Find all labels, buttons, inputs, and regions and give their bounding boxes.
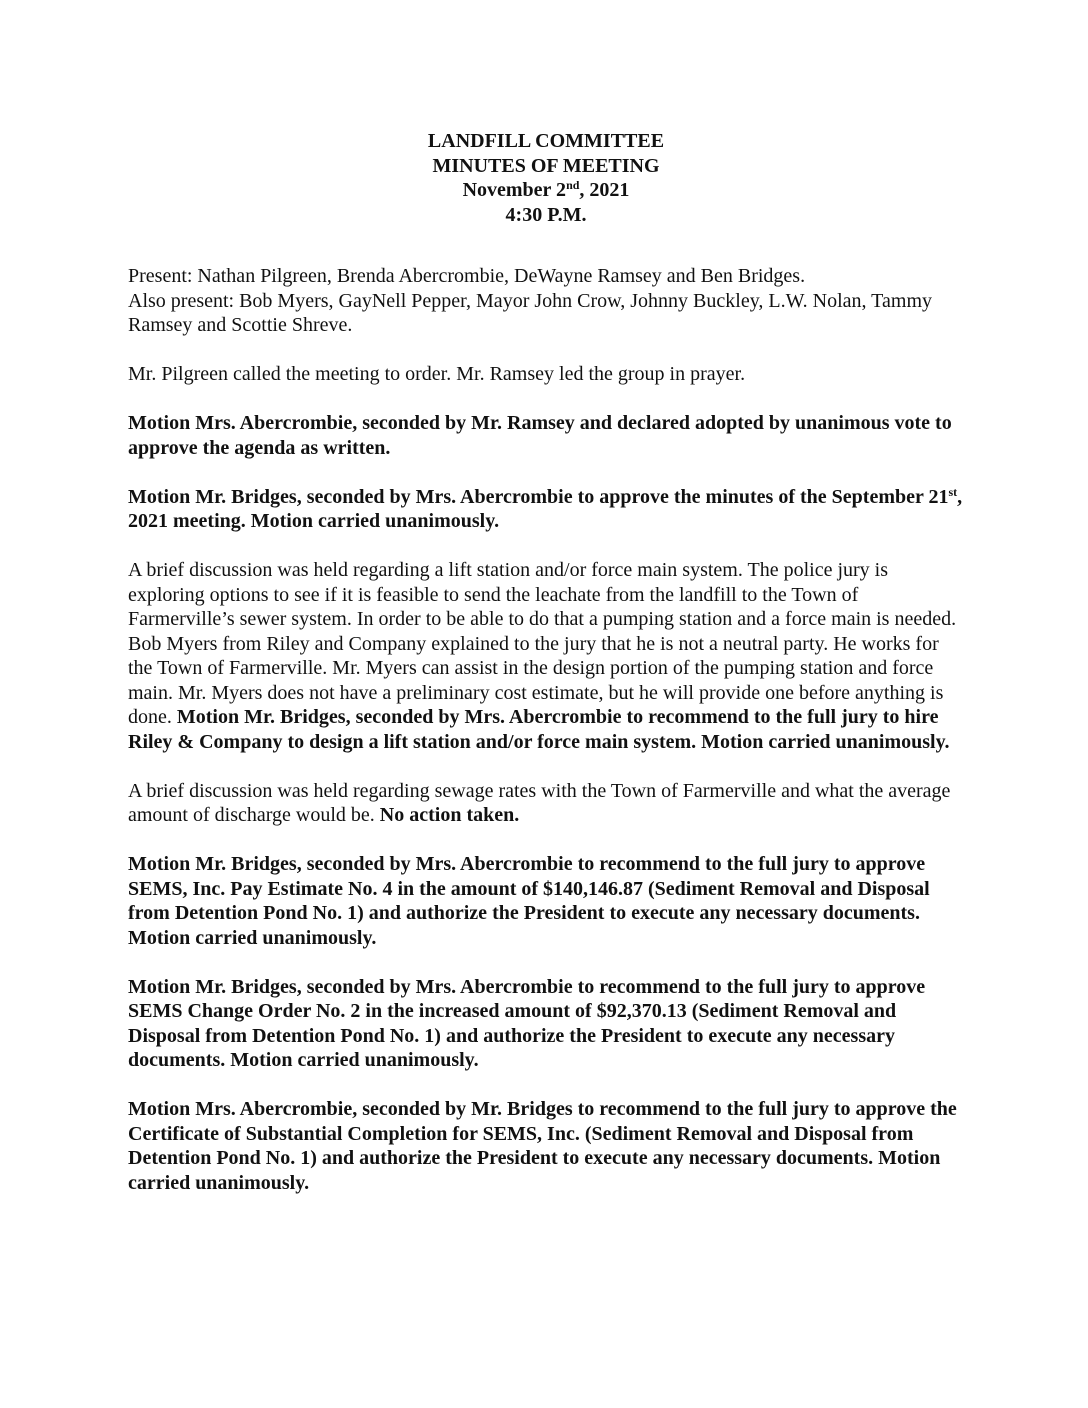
motion-certificate: Motion Mrs. Abercrombie, seconded by Mr. Bridges to recommend to the full jury to approve the Certificate of Substantial Completion for SEMS, Inc. (Sediment Removal and Disposal from Detention Pond No. 1) and authorize the President to execute any necessary documents. Motion carried unanimously. (128, 1098, 957, 1194)
motion-lift-station: Motion Mr. Bridges, seconded by Mrs. Abercrombie to recommend to the full jury to hire Riley & Company to design a lift station and/or force main system. Motion carried unanimously. (128, 706, 950, 753)
sewage-rates-paragraph (128, 779, 964, 828)
document-heading (128, 129, 964, 227)
motion-minutes-suffix: , 2021 meeting. Motion carried unanimously. (128, 485, 963, 532)
committee-title: LANDFILL COMMITTEE (427, 130, 665, 152)
meeting-date-ordinal: nd (566, 178, 580, 192)
meeting-date-year: , 2021 (579, 179, 630, 201)
meeting-date-prefix: November 2 (462, 179, 567, 201)
motion-change-order: Motion Mr. Bridges, seconded by Mrs. Abercrombie to recommend to the full jury to approve SEMS Change Order No. 2 in the increased amount of $92,370.13 (Sediment Removal and Disposal from Detention Pond No. 1) and authorize the President to execute any necessary documents. Motion carried unanimously. (128, 975, 926, 1071)
minutes-title: MINUTES OF MEETING (432, 154, 660, 177)
motion-minutes-text: Motion Mr. Bridges, seconded by Mrs. Abercrombie to approve the minutes of the September 21 (128, 485, 949, 508)
present-list: Present: Nathan Pilgreen, Brenda Abercrombie, DeWayne Ramsey and Ben Bridges. (128, 265, 806, 287)
lift-station-discussion: A brief discussion was held regarding a lift station and/or force main system. The police jury is exploring options to see if it is feasible to send the leachate from the landfill to the Town of Farmerville’s sewer system. In order to be able to do that a pumping station and a force main is needed. Bob Myers from Riley and Company explained to the jury that he is not a neutral party. He works for the Town of Farmerville. Mr. Myers can assist in the design portion of the pumping station and force main. Mr. Myers does not have a preliminary cost estimate, but he will provide one before anything is done. (128, 559, 957, 728)
motion-pay-estimate: Motion Mr. Bridges, seconded by Mrs. Abercrombie to recommend to the full jury to approve SEMS, Inc. Pay Estimate No. 4 in the amount of $140,146.87 (Sediment Removal and Disposal from Detention Pond No. 1) and authorize the President to execute any necessary documents. Motion carried unanimously. (128, 853, 930, 949)
opening-paragraph: Mr. Pilgreen called the meeting to order. Mr. Ramsey led the group in prayer. (128, 363, 746, 385)
attendance-paragraph (128, 264, 964, 338)
motion-approve-agenda: Motion Mrs. Abercrombie, seconded by Mr. Ramsey and declared adopted by unanimous vote to approve the agenda as written. (128, 412, 952, 459)
motion-approve-minutes (128, 485, 964, 534)
document-body (128, 129, 964, 1220)
lift-station-paragraph (128, 558, 964, 754)
sewage-rates-discussion: A brief discussion was held regarding sewage rates with the Town of Farmerville and what the average amount of discharge would be. (128, 779, 951, 826)
no-action-note: No action taken. (379, 804, 520, 826)
meeting-date (128, 178, 964, 203)
meeting-time: 4:30 P.M. (505, 203, 587, 226)
also-present-list: Also present: Bob Myers, GayNell Pepper, Mayor John Crow, Johnny Buckley, L.W. Nolan, Tammy Ramsey and Scottie Shreve. (128, 289, 932, 336)
motion-minutes-ordinal: st (948, 484, 958, 499)
